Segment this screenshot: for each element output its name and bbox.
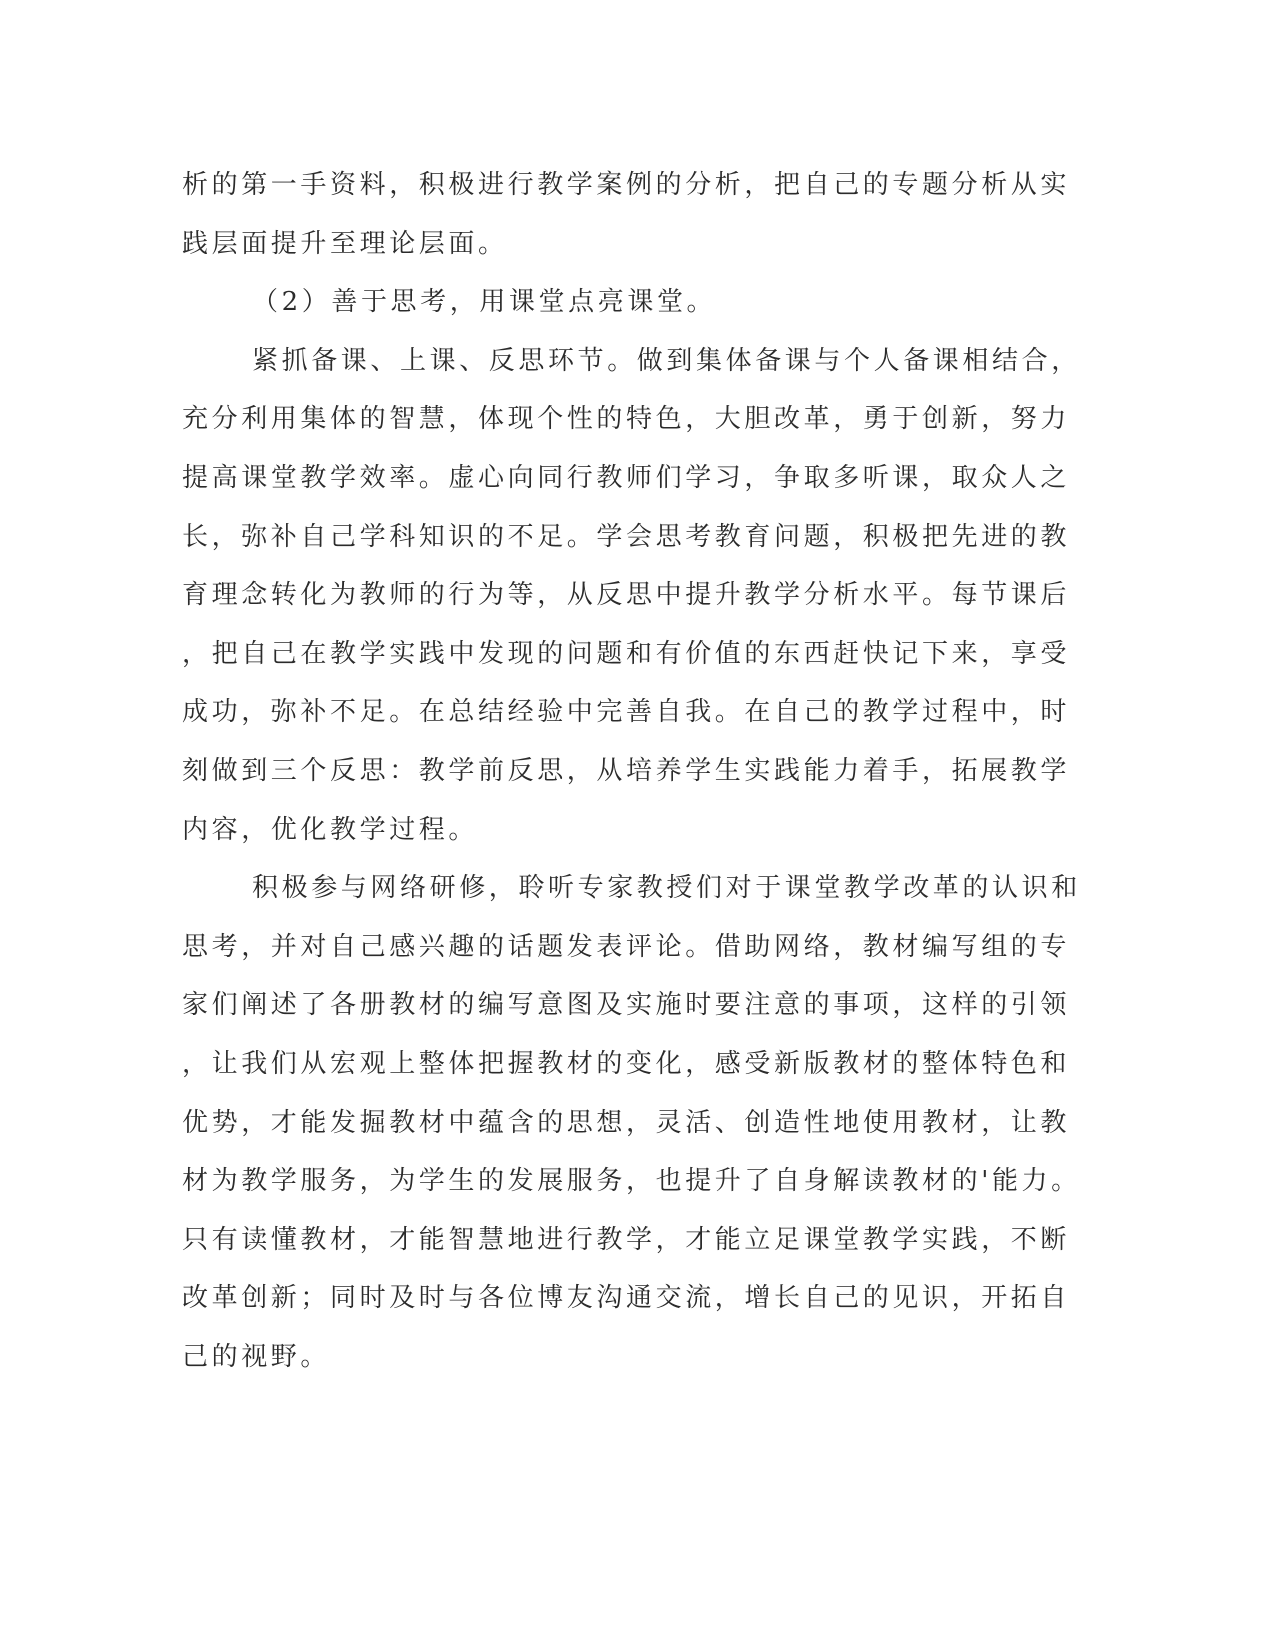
text-line: 育理念转化为教师的行为等，从反思中提升教学分析水平。每节课后: [182, 580, 1071, 611]
text-line: 成功，弥补不足。在总结经验中完善自我。在自己的教学过程中，时: [182, 697, 1071, 728]
section-heading: （2）善于思考，用课堂点亮课堂。: [252, 287, 717, 318]
paragraph-start: 积极参与网络研修，聆听专家教授们对于课堂教学改革的认识和: [252, 873, 1081, 904]
text-line: 提高课堂教学效率。虚心向同行教师们学习，争取多听课，取众人之: [182, 462, 1071, 493]
text-line: 改革创新；同时及时与各位博友沟通交流，增长自己的见识，开拓自: [182, 1283, 1071, 1314]
text-line: 家们阐述了各册教材的编写意图及实施时要注意的事项，这样的引领: [182, 990, 1071, 1021]
text-line: 充分利用集体的智慧，体现个性的特色，大胆改革，勇于创新，努力: [182, 404, 1071, 435]
text-line: ，把自己在教学实践中发现的问题和有价值的东西赶快记下来，享受: [182, 638, 1071, 669]
text-line: 长，弥补自己学科知识的不足。学会思考教育问题，积极把先进的教: [182, 521, 1071, 552]
text-line: 思考，并对自己感兴趣的话题发表评论。借助网络，教材编写组的专: [182, 931, 1071, 962]
text-line: 只有读懂教材，才能智慧地进行教学，才能立足课堂教学实践，不断: [182, 1224, 1071, 1255]
text-line: 析的第一手资料，积极进行教学案例的分析，把自己的专题分析从实: [182, 170, 1071, 200]
body-text: [182, 156, 1082, 1386]
text-line: 刻做到三个反思：教学前反思，从培养学生实践能力着手，拓展教学: [182, 755, 1071, 786]
text-line: 践层面提升至理论层面。: [182, 228, 508, 259]
text-line: ，让我们从宏观上整体把握教材的变化，感受新版教材的整体特色和: [182, 1048, 1071, 1079]
text-line: 内容，优化教学过程。: [182, 814, 479, 845]
text-line: 己的视野。: [182, 1341, 331, 1372]
text-line: 优势，才能发掘教材中蕴含的思想，灵活、创造性地使用教材，让教: [182, 1107, 1071, 1138]
paragraph-start: 紧抓备课、上课、反思环节。做到集体备课与个人备课相结合，: [252, 345, 1081, 376]
text-line: 材为教学服务，为学生的发展服务，也提升了自身解读教材的'能力。: [182, 1166, 1081, 1197]
